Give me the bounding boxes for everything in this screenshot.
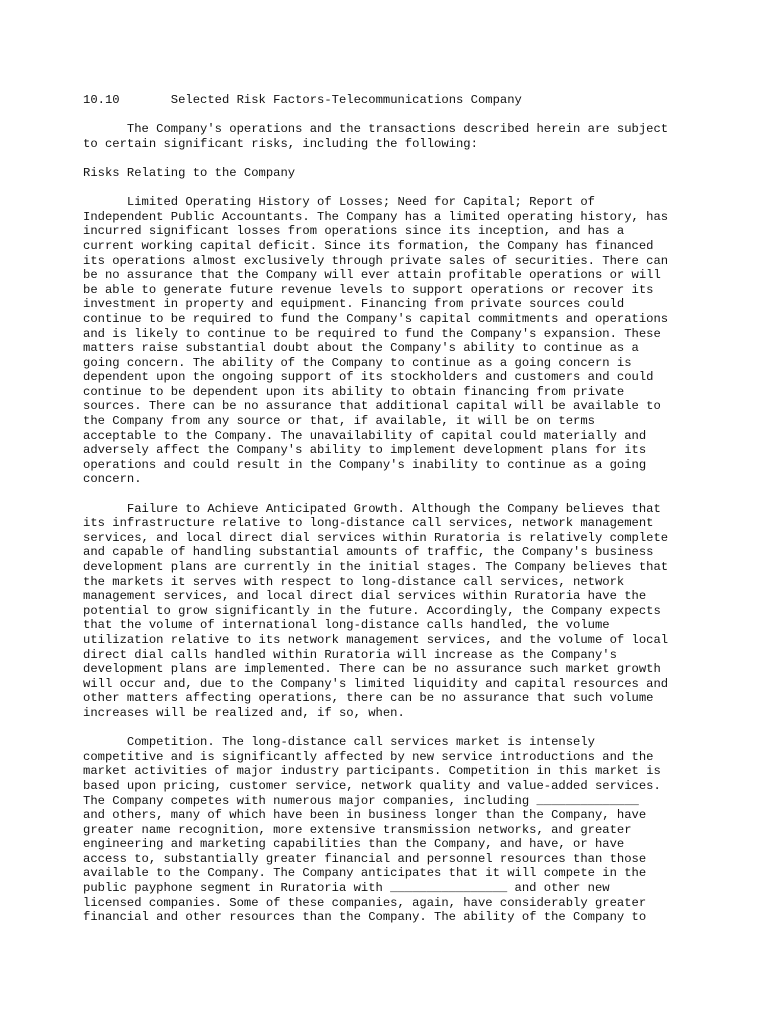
document-page [83,93,743,925]
text-line: incurred significant losses from operations since its inception, and has a [83,224,625,239]
text-line: development plans are implemented. There can be no assurance such market growth [83,662,661,677]
text-line: and capable of handling substantial amounts of traffic, the Company's business [83,545,654,560]
text-line: Limited Operating History of Losses; Need for Capital; Report of [83,195,595,210]
text-line: licensed companies. Some of these companies, again, have considerably greater [83,895,647,910]
section-heading [83,93,743,108]
text-line: matters raise substantial doubt about the Company's ability to continue as a [83,341,639,356]
text-line: available to the Company. The Company anticipates that it will compete in the [83,866,647,881]
text-line: its infrastructure relative to long-distance call services, network management [83,516,654,531]
text-line: concern. [83,472,142,487]
text-line: operations and could result in the Company's inability to continue as a going [83,457,647,472]
text-line: financial and other resources than the Company. The ability of the Company to [83,910,647,925]
paragraph-operating-history [83,195,743,487]
section-number: 10.10 [83,93,120,107]
text-line: development plans are currently in the initial stages. The Company believes that [83,560,669,574]
text-line: Failure to Achieve Anticipated Growth. Although the Company believes that [83,501,661,516]
text-line: The Company competes with numerous major companies, including ______________ [83,793,639,808]
section-title: Selected Risk Factors-Telecommunications Company [170,93,522,107]
text-line: continue to be required to fund the Company's capital commitments and operations [83,311,669,326]
text-line: be no assurance that the Company will ever attain profitable operations or will [83,268,661,283]
text-line: utilization relative to its network management services, and the volume of local [83,632,669,647]
text-line: will occur and, due to the Company's limited liquidity and capital resources and [83,676,669,691]
text-line: access to, substantially greater financial and personnel resources than those [83,851,647,866]
text-line: adversely affect the Company's ability to implement development plans for its [83,443,647,458]
paragraph-growth [83,502,743,721]
text-line: current working capital deficit. Since its formation, the Company has financed [83,238,654,253]
text-line: competitive and is significantly affected by new service introductions and the [83,749,654,764]
text-line: that the volume of international long-distance calls handled, the volume [83,618,610,633]
text-line: management services, and local direct dial services within Ruratoria have the [83,589,647,604]
text-line: direct dial calls handled within Ruratoria will increase as the Company's [83,647,617,662]
subheading: Risks Relating to the Company [83,165,296,180]
text-line: dependent upon the ongoing support of its stockholders and customers and could [83,370,654,385]
text-line: greater name recognition, more extensive transmission networks, and greater [83,822,632,837]
paragraph-competition [83,735,743,925]
text-line: the Company from any source or that, if available, it will be on terms [83,414,595,429]
text-line: acceptable to the Company. The unavailability of capital could materially and [83,428,647,443]
text-line: be able to generate future revenue levels to support operations or recover its [83,282,654,297]
text-line: engineering and marketing capabilities than the Company, and have, or have [83,837,625,852]
text-line: continue to be dependent upon its ability to obtain financing from private [83,384,625,399]
text-line: market activities of major industry participants. Competition in this market is [83,764,661,779]
text-line: other matters affecting operations, there can be no assurance that such volume [83,691,654,706]
text-line: services, and local direct dial services within Ruratoria is relatively complete [83,530,669,545]
text-line: going concern. The ability of the Company to continue as a going concern is [83,355,632,370]
text-line: the markets it serves with respect to long-distance call services, network [83,574,625,589]
text-line: potential to grow significantly in the future. Accordingly, the Company expects [83,603,661,618]
text-line: public payphone segment in Ruratoria with ________________ and other new [83,881,610,896]
text-line: Independent Public Accountants. The Company has a limited operating history, has [83,209,669,224]
text-line: Competition. The long-distance call services market is intensely [83,735,595,750]
text-line: investment in property and equipment. Financing from private sources could [83,297,625,312]
intro-paragraph [83,122,743,151]
text-line: and is likely to continue to be required to fund the Company's expansion. These [83,326,661,341]
text-line: increases will be realized and, if so, when. [83,705,405,720]
text-line: and others, many of which have been in business longer than the Company, have [83,808,647,823]
text-line: to certain significant risks, including the following: [83,136,478,151]
text-line: The Company's operations and the transactions described herein are subject [83,122,669,137]
text-line: its operations almost exclusively through private sales of securities. There can [83,253,669,268]
text-line: sources. There can be no assurance that additional capital will be available to [83,399,661,414]
text-line: based upon pricing, customer service, network quality and value-added services. [83,778,661,793]
